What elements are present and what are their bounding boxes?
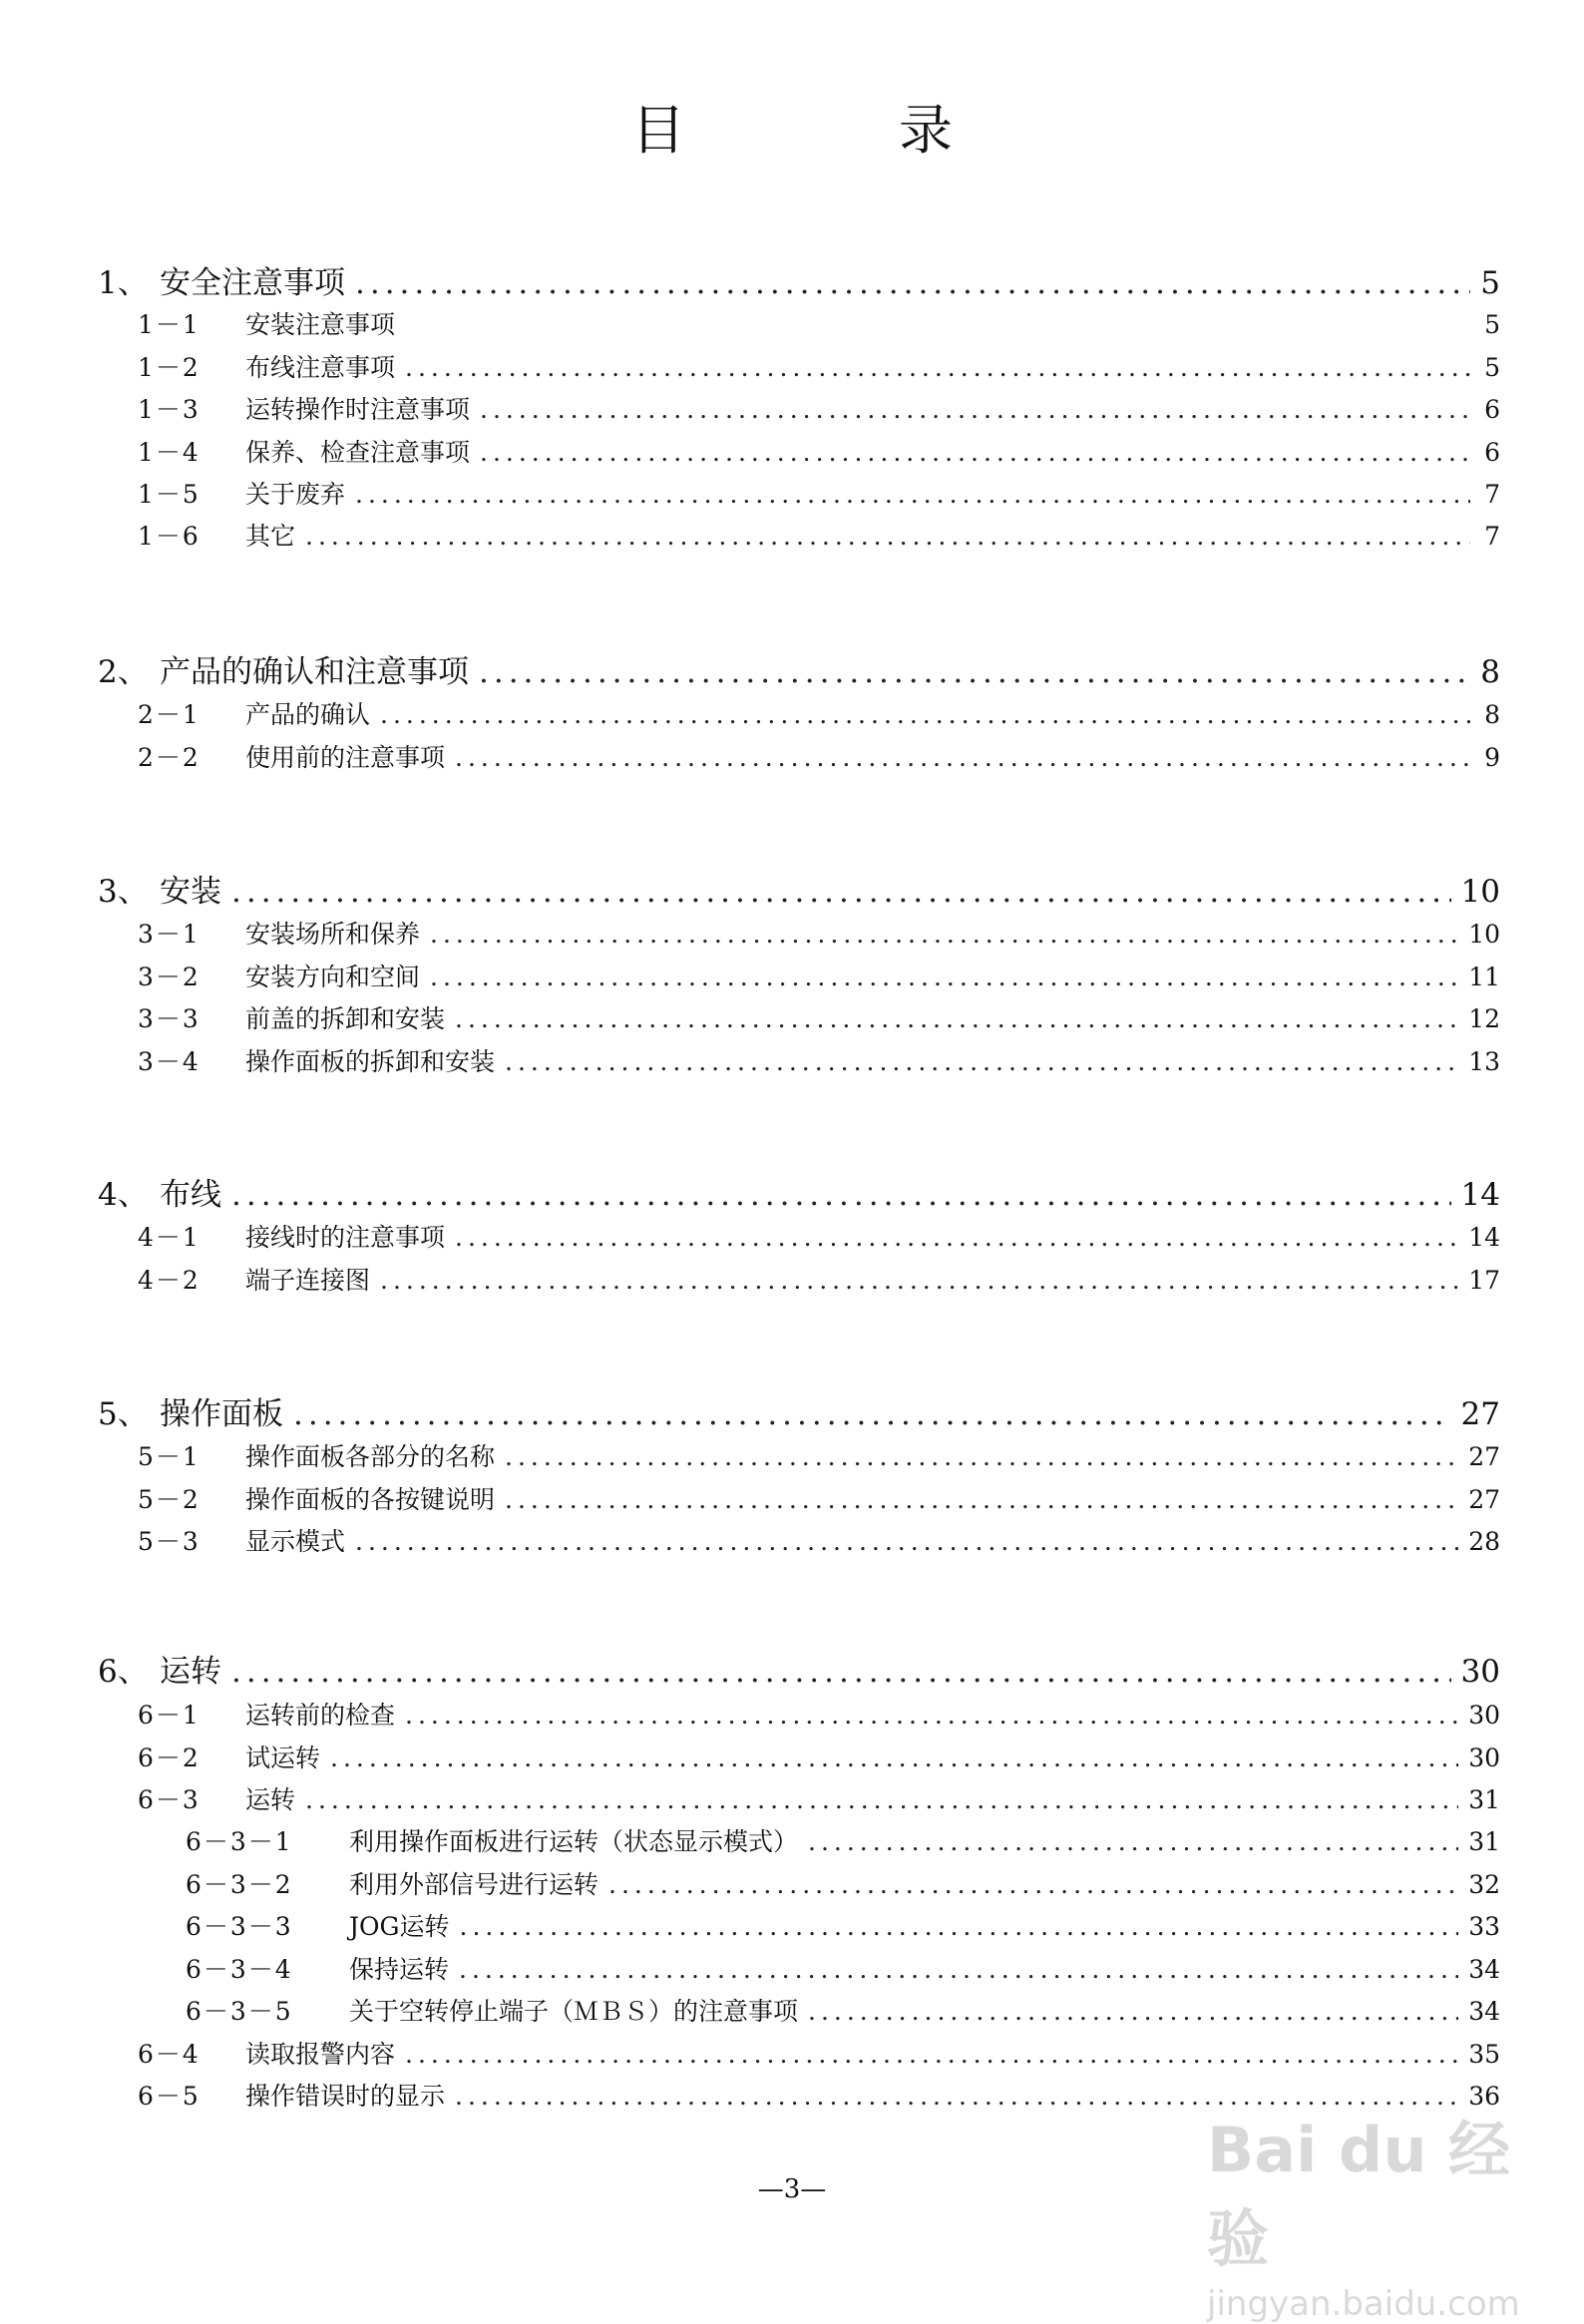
watermark-brand: Bai du 经验 <box>1207 2114 1511 2275</box>
toc-label: 接线时的注意事项 <box>245 1223 446 1252</box>
toc-label: 布线注意事项 <box>245 353 396 382</box>
dot-leader <box>808 1997 1458 2026</box>
toc-label: 安装场所和保养 <box>245 920 421 949</box>
toc-section-5[interactable] <box>98 1388 1500 1433</box>
toc-number: 1－5 <box>138 480 200 509</box>
dot-leader <box>430 920 1458 949</box>
toc-number: 3－4 <box>138 1047 200 1076</box>
toc-label: 运转 <box>245 1785 296 1814</box>
toc-number: 6－5 <box>138 2082 200 2111</box>
toc-item-6-3[interactable] <box>138 1780 1500 1816</box>
toc-page: 31 <box>1468 1785 1500 1814</box>
toc-page: 10 <box>1460 874 1500 910</box>
toc-page: 14 <box>1468 1223 1500 1252</box>
toc-page: 5 <box>1480 265 1500 301</box>
dot-leader <box>380 1266 1458 1295</box>
toc-item-1-2[interactable] <box>138 348 1500 384</box>
toc-number: 3－2 <box>138 963 200 991</box>
toc-page: 10 <box>1468 920 1500 949</box>
toc-page: 5 <box>1484 310 1500 339</box>
toc-label: 关于空转停止端子（ＭＢＳ）的注意事项 <box>349 1997 799 2026</box>
toc-number: 3－3 <box>138 1004 200 1033</box>
toc-label: 安装方向和空间 <box>245 963 421 991</box>
toc-item-3-4[interactable] <box>138 1042 1500 1078</box>
dot-leader <box>608 1870 1458 1899</box>
dot-leader <box>380 700 1470 729</box>
dot-leader <box>305 522 1470 551</box>
toc-section-4[interactable] <box>98 1169 1500 1214</box>
toc-number: 3、 <box>98 874 149 910</box>
toc-number: 6－4 <box>138 2040 200 2069</box>
dot-leader <box>430 963 1458 991</box>
toc-page: 30 <box>1468 1701 1500 1730</box>
toc-section-1[interactable] <box>98 257 1500 302</box>
toc-number: 1－6 <box>138 522 200 551</box>
toc-page: 34 <box>1468 1997 1500 2026</box>
toc-label: 读取报警内容 <box>245 2040 396 2069</box>
toc-item-6-3-4[interactable] <box>186 1950 1500 1986</box>
toc-item-4-2[interactable] <box>138 1261 1500 1297</box>
toc-label: 安装注意事项 <box>245 310 396 339</box>
toc-number: 2－2 <box>138 743 200 772</box>
toc-page: 27 <box>1460 1396 1500 1432</box>
toc-page: 34 <box>1468 1955 1500 1984</box>
toc-page: 8 <box>1480 654 1500 690</box>
page-title: 目 录 <box>631 99 1032 162</box>
dot-leader <box>455 1223 1458 1252</box>
toc-page: 7 <box>1484 480 1500 509</box>
toc-label: 前盖的拆卸和安装 <box>245 1004 446 1033</box>
toc-label: 关于废弃 <box>245 480 346 509</box>
toc-label: 运转 <box>160 1654 221 1690</box>
watermark-url: jingyan.baidu.com <box>1207 2284 1520 2324</box>
dot-leader <box>460 1912 1459 1941</box>
toc-label: 显示模式 <box>245 1527 346 1556</box>
dot-leader <box>405 1701 1458 1730</box>
toc-page: 14 <box>1460 1177 1500 1213</box>
toc-page: 9 <box>1484 743 1500 772</box>
dot-leader <box>355 1527 1458 1556</box>
toc-page: 30 <box>1468 1743 1500 1772</box>
toc-page: 6 <box>1484 395 1500 424</box>
toc-item-6-3-5[interactable] <box>186 1992 1500 2028</box>
toc-number: 1、 <box>98 265 149 301</box>
toc-item-3-1[interactable] <box>138 915 1500 951</box>
toc-label: 产品的确认 <box>245 700 371 729</box>
toc-number: 6－2 <box>138 1743 200 1772</box>
toc-label: 其它 <box>245 522 296 551</box>
toc-page: 32 <box>1468 1870 1500 1899</box>
toc-page: 13 <box>1468 1047 1500 1076</box>
dot-leader <box>480 395 1470 424</box>
toc-section-3[interactable] <box>98 866 1500 911</box>
baidu-watermark <box>1207 2101 1536 2324</box>
toc-label: 操作错误时的显示 <box>245 2082 446 2111</box>
toc-item-1-1[interactable] <box>138 305 1500 341</box>
toc-item-6-3-2[interactable] <box>186 1865 1500 1901</box>
toc-number: 1－4 <box>138 438 200 467</box>
toc-page: 33 <box>1468 1912 1500 1941</box>
toc-number: 6－3－2 <box>186 1870 293 1899</box>
toc-page: 28 <box>1468 1527 1500 1556</box>
toc-item-3-2[interactable] <box>138 958 1500 993</box>
toc-page: 27 <box>1468 1485 1500 1514</box>
toc-label: 保持运转 <box>349 1955 450 1984</box>
toc-label: 操作面板各部分的名称 <box>245 1442 496 1471</box>
toc-page: 35 <box>1468 2040 1500 2069</box>
dot-leader <box>231 1177 1451 1213</box>
dot-leader <box>231 874 1451 910</box>
toc-label: 利用外部信号进行运转 <box>349 1870 599 1899</box>
toc-number: 5－1 <box>138 1442 200 1471</box>
dot-leader <box>355 480 1470 509</box>
dot-leader <box>479 654 1470 690</box>
dot-leader <box>505 1047 1458 1076</box>
toc-label: 保养、检查注意事项 <box>245 438 471 467</box>
dot-leader <box>455 743 1470 772</box>
toc-number: 2、 <box>98 654 149 690</box>
toc-item-6-1[interactable] <box>138 1696 1500 1732</box>
dot-leader <box>330 1743 1458 1772</box>
toc-label: 使用前的注意事项 <box>245 743 446 772</box>
dot-leader <box>459 1955 1458 1984</box>
toc-page: 7 <box>1484 522 1500 551</box>
toc-number: 4－1 <box>138 1223 200 1252</box>
toc-number: 2－1 <box>138 700 200 729</box>
toc-number: 5－2 <box>138 1485 200 1514</box>
toc-item-1-3[interactable] <box>138 390 1500 426</box>
dot-leader <box>405 353 1470 382</box>
dot-leader <box>405 2040 1458 2069</box>
toc-number: 4、 <box>98 1177 149 1213</box>
toc-section-6[interactable] <box>98 1646 1500 1691</box>
toc-item-1-4[interactable] <box>138 433 1500 469</box>
toc-item-5-3[interactable] <box>138 1522 1500 1558</box>
toc-label: JOG运转 <box>349 1912 450 1941</box>
toc-item-6-4[interactable] <box>138 2035 1500 2071</box>
toc-label: 操作面板 <box>160 1396 283 1432</box>
toc-item-1-5[interactable] <box>138 475 1500 511</box>
toc-page: 8 <box>1484 700 1500 729</box>
toc-number: 5－3 <box>138 1527 200 1556</box>
toc-label: 安全注意事项 <box>160 265 345 301</box>
toc-item-5-1[interactable] <box>138 1437 1500 1473</box>
toc-number: 6－3－1 <box>186 1827 293 1856</box>
dot-leader <box>808 1827 1458 1856</box>
toc-number: 5、 <box>98 1396 149 1432</box>
toc-label: 运转操作时注意事项 <box>245 395 471 424</box>
toc-item-1-6[interactable] <box>138 517 1500 553</box>
toc-label: 操作面板的拆卸和安装 <box>245 1047 496 1076</box>
page-number-footer: —3— <box>757 2174 827 2204</box>
toc-label: 端子连接图 <box>245 1266 371 1295</box>
toc-item-2-1[interactable] <box>138 695 1500 731</box>
dot-leader <box>355 265 1470 301</box>
toc-label: 利用操作面板进行运转（状态显示模式） <box>349 1827 799 1856</box>
toc-number: 1－1 <box>138 310 200 339</box>
dot-leader <box>505 1485 1458 1514</box>
toc-item-6-3-1[interactable] <box>186 1822 1500 1858</box>
toc-page: 36 <box>1468 2082 1500 2111</box>
toc-label: 操作面板的各按键说明 <box>245 1485 496 1514</box>
toc-page: 31 <box>1468 1827 1500 1856</box>
toc-item-5-2[interactable] <box>138 1480 1500 1516</box>
toc-number: 6－3－3 <box>186 1912 293 1941</box>
toc-number: 6－3－5 <box>186 1997 293 2026</box>
dot-leader <box>480 438 1470 467</box>
toc-section-2[interactable] <box>98 646 1500 691</box>
toc-number: 4－2 <box>138 1266 200 1295</box>
toc-item-4-1[interactable] <box>138 1218 1500 1254</box>
toc-page: 27 <box>1468 1442 1500 1471</box>
toc-label: 产品的确认和注意事项 <box>160 654 469 690</box>
toc-page: 6 <box>1484 438 1500 467</box>
toc-page: 11 <box>1468 963 1500 991</box>
toc-item-2-2[interactable] <box>138 738 1500 774</box>
toc-number: 6、 <box>98 1654 149 1690</box>
toc-number: 6－3－4 <box>186 1955 293 1984</box>
toc-item-3-3[interactable] <box>138 999 1500 1035</box>
toc-label: 安装 <box>160 874 221 910</box>
dot-leader <box>305 1785 1458 1814</box>
toc-item-6-2[interactable] <box>138 1739 1500 1774</box>
toc-number: 3－1 <box>138 920 200 949</box>
dot-leader <box>293 1396 1451 1432</box>
dot-leader <box>231 1654 1451 1690</box>
toc-item-6-3-3[interactable] <box>186 1907 1500 1943</box>
toc-number: 6－3 <box>138 1785 200 1814</box>
toc-page: 5 <box>1484 353 1500 382</box>
dot-leader <box>455 1004 1458 1033</box>
toc-page: 17 <box>1468 1266 1500 1295</box>
toc-number: 1－3 <box>138 395 200 424</box>
toc-number: 1－2 <box>138 353 200 382</box>
dot-leader <box>505 1442 1458 1471</box>
toc-label: 运转前的检查 <box>245 1701 396 1730</box>
toc-label: 试运转 <box>245 1743 321 1772</box>
toc-page: 30 <box>1460 1654 1500 1690</box>
toc-number: 6－1 <box>138 1701 200 1730</box>
toc-label: 布线 <box>160 1177 221 1213</box>
toc-page: 12 <box>1468 1004 1500 1033</box>
